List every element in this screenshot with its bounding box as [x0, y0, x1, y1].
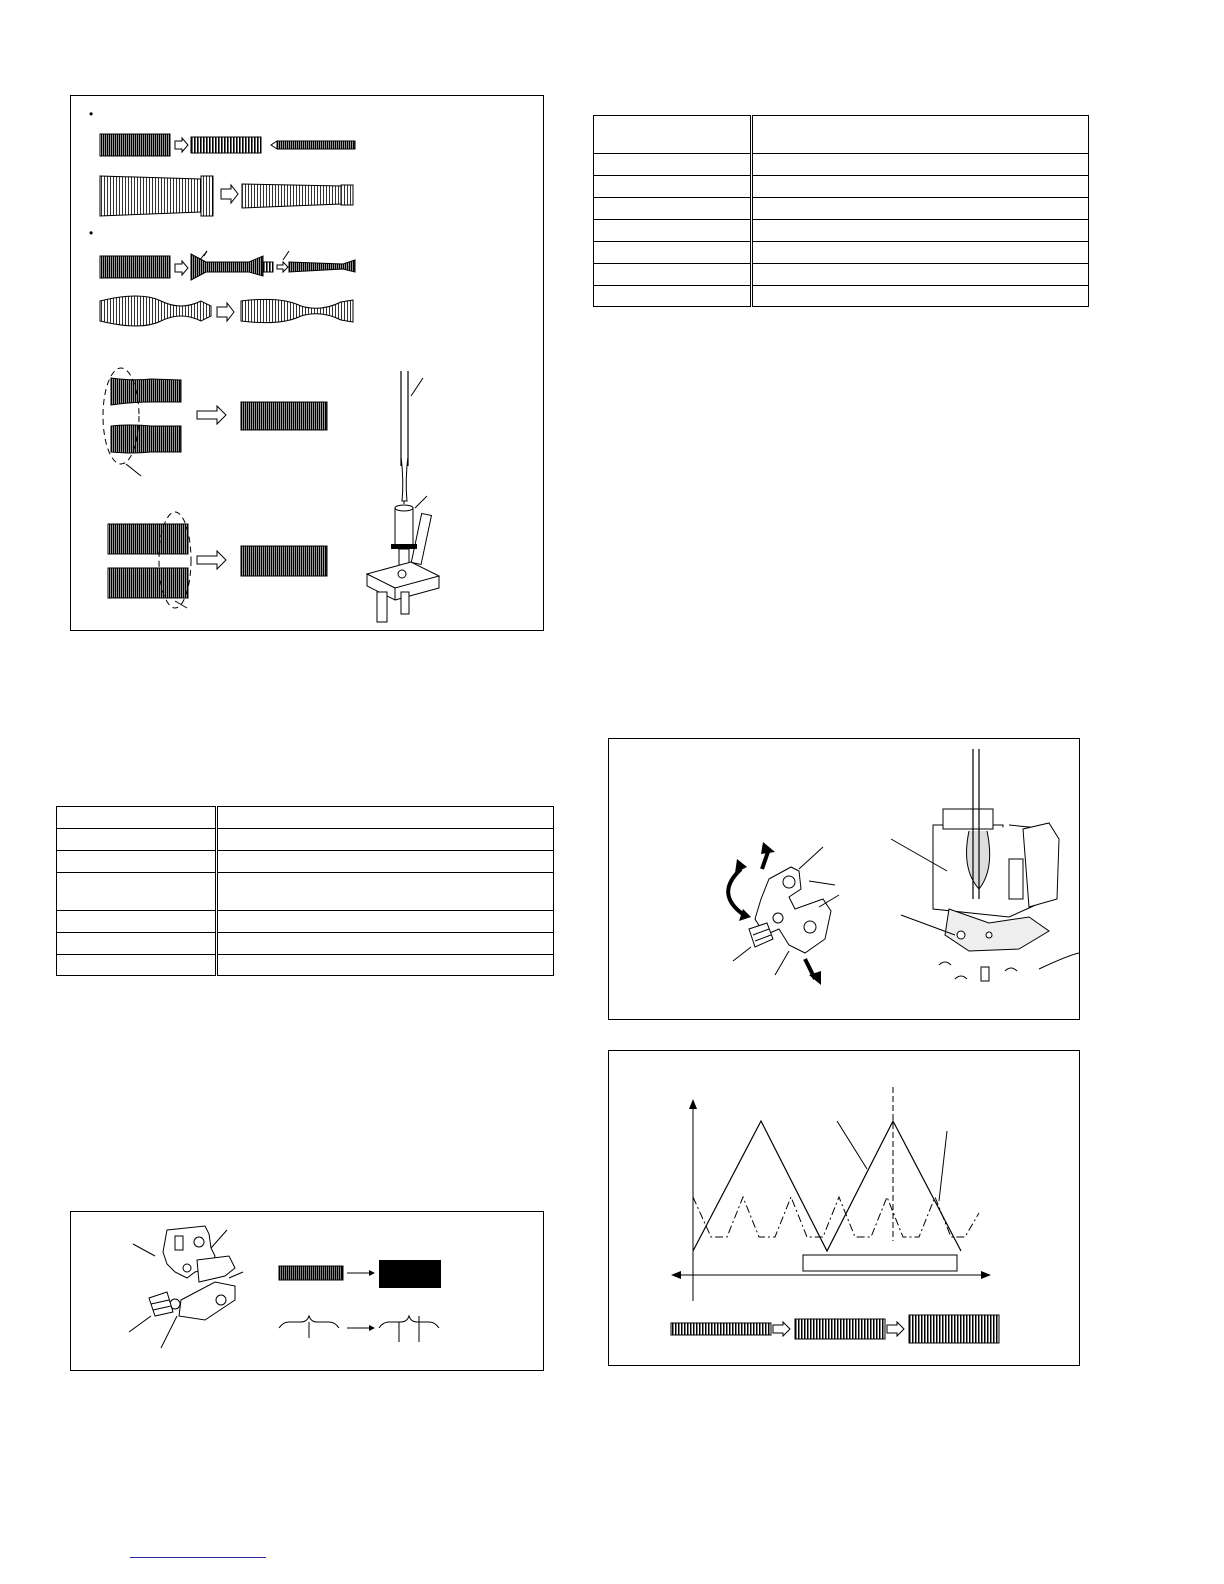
envelope-pair-1b — [111, 425, 181, 453]
figure-guide-waveform — [70, 1211, 544, 1371]
table-row — [57, 911, 554, 933]
table-cell — [217, 911, 554, 933]
leader-line — [733, 947, 751, 961]
table-row — [594, 154, 1089, 176]
envelope-large — [909, 1315, 999, 1343]
envelope-pair-1a — [111, 378, 181, 405]
arrow-right-icon — [221, 185, 238, 203]
tracking-graph — [609, 1051, 1079, 1365]
envelope-taper-2-end — [341, 185, 353, 205]
table-row — [594, 220, 1089, 242]
table-cell — [594, 264, 752, 286]
arrow-right-icon — [887, 1322, 904, 1336]
leader-line — [175, 601, 187, 608]
envelope-wavy-1 — [100, 296, 211, 326]
envelope-full — [100, 134, 170, 156]
guide-adjustment-drawing — [609, 739, 1079, 1019]
waveform-diagram — [71, 96, 543, 630]
envelope-result-1 — [241, 402, 327, 430]
table-cell — [217, 829, 554, 851]
figure-guide-adjustment — [608, 738, 1080, 1020]
guide-waveform-drawing — [71, 1212, 543, 1370]
leader-line — [211, 1230, 227, 1248]
envelope-pair-2a — [108, 524, 188, 554]
table-row — [57, 955, 554, 976]
table-right — [593, 115, 1089, 307]
leader-line — [129, 1316, 151, 1332]
envelope-taper-1-end — [201, 176, 213, 216]
table-cell — [752, 242, 1089, 264]
table-cell — [57, 911, 217, 933]
table-row — [57, 829, 554, 851]
table-row — [57, 933, 554, 955]
table-row — [57, 807, 554, 829]
x-axis-arrow-left — [671, 1271, 681, 1279]
table-cell — [594, 154, 752, 176]
guide-bracket-small — [149, 1226, 235, 1320]
arrow-right-head — [369, 1325, 375, 1331]
table-cell — [752, 154, 1089, 176]
table-cell — [57, 807, 217, 829]
leader-line — [126, 464, 141, 476]
x-axis-arrow-right — [981, 1271, 991, 1279]
leader-line — [799, 847, 823, 869]
bullet-1: • — [89, 107, 94, 121]
leader-line — [283, 251, 289, 260]
arrow-right-icon — [175, 261, 188, 275]
envelope-before — [279, 1266, 343, 1280]
table-cell — [752, 176, 1089, 198]
envelope-mid — [795, 1319, 885, 1339]
solid-triangle-wave — [693, 1121, 961, 1251]
table-cell — [752, 198, 1089, 220]
arrow-right-head — [369, 1270, 375, 1276]
table-cell — [217, 933, 554, 955]
envelope-taper-1 — [100, 176, 201, 216]
arrow-right-icon — [217, 303, 234, 321]
table-cell — [752, 286, 1089, 307]
table-cell — [57, 851, 217, 873]
screwdriver-adjustment-drawing — [367, 371, 439, 622]
envelope-pair-2b — [108, 568, 188, 598]
table-row — [594, 176, 1089, 198]
envelope-wavy-2 — [241, 299, 353, 322]
table-cell — [594, 116, 752, 154]
footer-link-underline[interactable] — [130, 1557, 266, 1558]
table-row — [594, 242, 1089, 264]
figure-tracking-graph — [608, 1050, 1080, 1366]
table-cell — [752, 220, 1089, 242]
table-cell — [594, 286, 752, 307]
arrow-right-icon — [773, 1322, 790, 1336]
leader-line — [161, 1316, 177, 1348]
table-row — [594, 286, 1089, 307]
bullet-2: • — [89, 226, 94, 240]
leader-line — [133, 1244, 155, 1256]
table-row — [594, 116, 1089, 154]
label-box — [803, 1255, 957, 1271]
table-cell — [57, 933, 217, 955]
envelope-result-2 — [241, 546, 327, 576]
table-row — [57, 873, 554, 911]
envelope-small — [277, 141, 355, 149]
envelope-full-2 — [100, 256, 170, 278]
table-cell — [217, 807, 554, 829]
envelope-taper-2 — [242, 184, 341, 208]
guide-bracket — [749, 867, 831, 953]
leader-line — [809, 881, 835, 885]
table-cell — [752, 116, 1089, 154]
tape-mechanism — [933, 749, 1079, 981]
table-row — [57, 851, 554, 873]
envelope-after — [379, 1260, 441, 1288]
table-row — [594, 198, 1089, 220]
bracket-pulses-after — [379, 1316, 439, 1328]
leader-line — [775, 951, 789, 975]
table-cell — [752, 264, 1089, 286]
envelope-flare-1-end — [263, 262, 273, 272]
y-axis-arrow — [689, 1099, 697, 1109]
table-cell — [594, 220, 752, 242]
envelope-flare-2 — [289, 260, 355, 272]
envelope-small — [671, 1323, 771, 1335]
arrow-right-icon — [197, 406, 226, 424]
figure-tape-waveforms — [70, 95, 544, 631]
table-cell — [594, 242, 752, 264]
table-cell — [217, 851, 554, 873]
table-cell — [594, 198, 752, 220]
arrow-right-icon — [277, 262, 288, 272]
rotate-arrow-icon — [728, 869, 744, 915]
table-cell — [217, 873, 554, 911]
table-cell — [57, 829, 217, 851]
leader-line — [939, 1131, 947, 1201]
table-cell — [594, 176, 752, 198]
leader-line — [229, 1272, 243, 1278]
arrow-up-head — [761, 842, 775, 854]
envelope-mid — [191, 137, 261, 153]
arrow-right-icon — [197, 551, 226, 569]
leader-line — [837, 1121, 867, 1169]
table-left — [56, 806, 554, 976]
table-cell — [57, 873, 217, 911]
table-cell — [57, 955, 217, 976]
table-row — [594, 264, 1089, 286]
arrow-right-icon — [175, 138, 188, 152]
table-cell — [217, 955, 554, 976]
